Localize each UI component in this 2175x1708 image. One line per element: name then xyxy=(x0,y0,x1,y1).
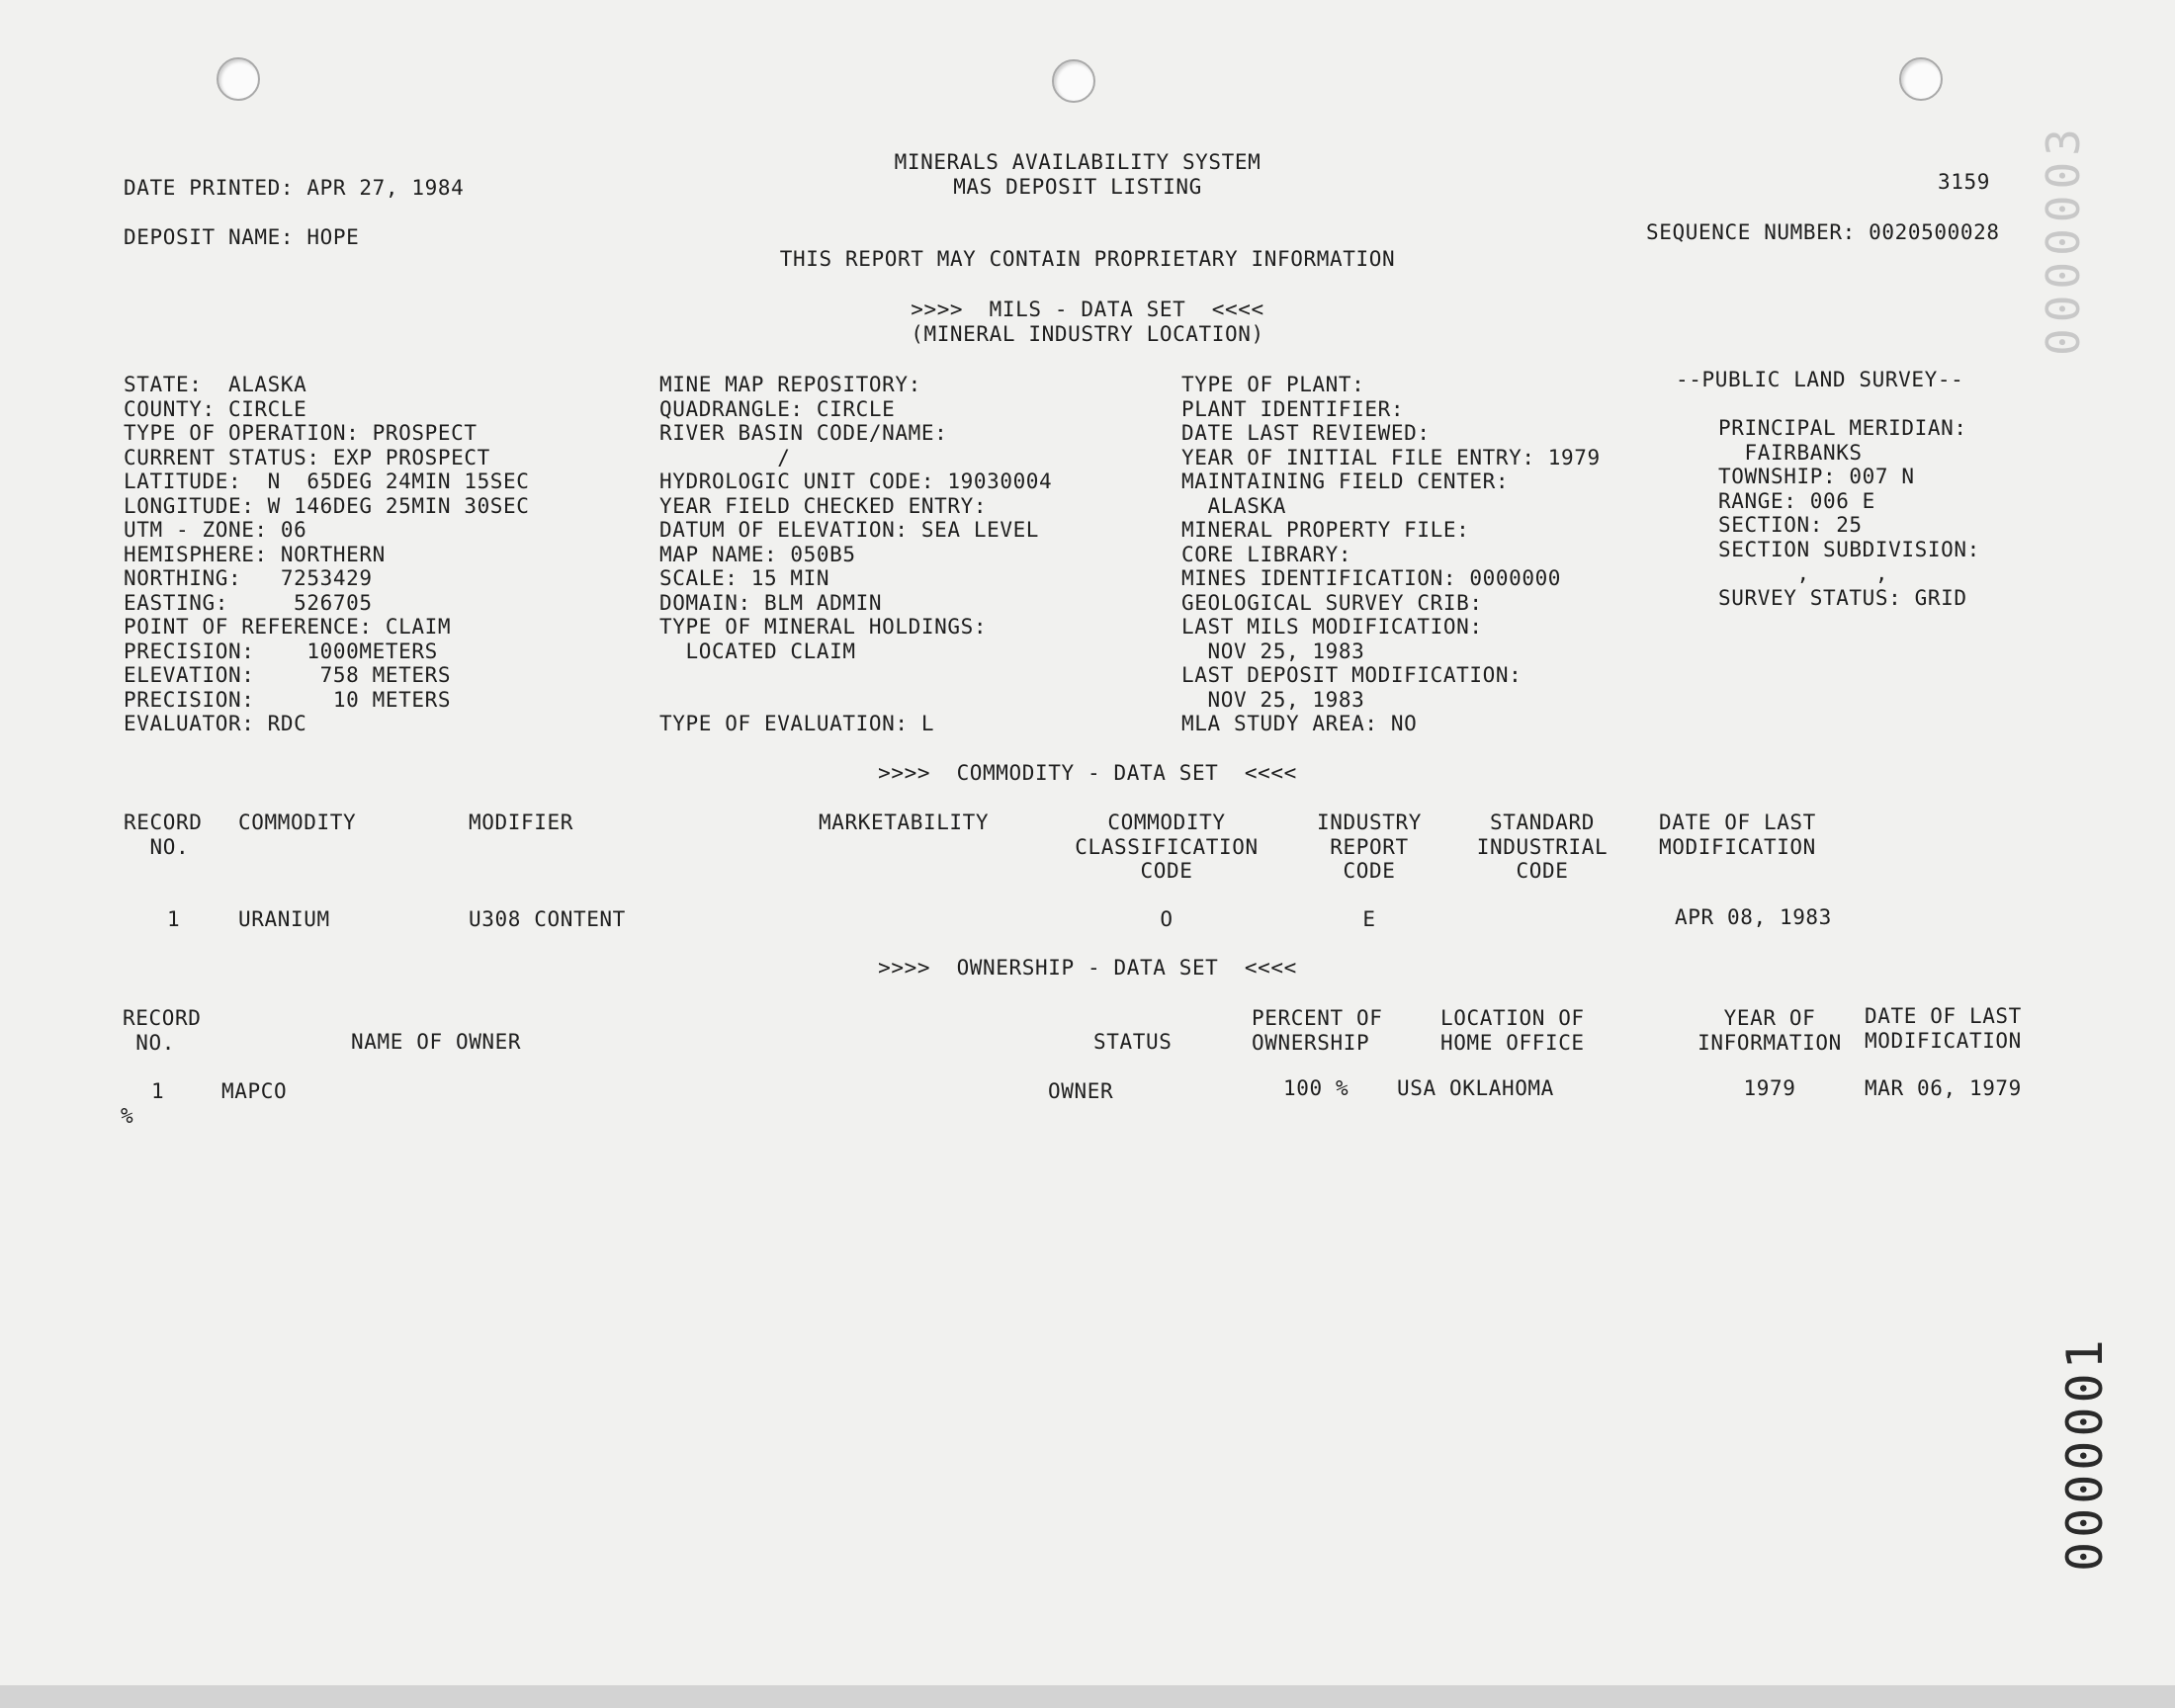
field-line: RANGE: 006 E xyxy=(1718,488,1875,513)
section-heading: --PUBLIC LAND SURVEY-- xyxy=(1676,368,1964,391)
faint-page-stamp: 0000003 xyxy=(2037,123,2090,356)
field-line: HYDROLOGIC UNIT CODE: 19030004 xyxy=(659,470,1053,493)
industry-code: E xyxy=(1362,907,1376,931)
column-header: YEAR OF INFORMATION xyxy=(1697,1006,1842,1055)
field-line: TYPE OF MINERAL HOLDINGS: xyxy=(659,615,988,639)
listing-title: MAS DEPOSIT LISTING xyxy=(953,175,1202,199)
field-line: MAINTAINING FIELD CENTER: xyxy=(1181,470,1510,493)
record-number: 1 xyxy=(151,1079,165,1103)
ownership-title: >>>> OWNERSHIP - DATA SET <<<< xyxy=(878,956,1297,980)
sequence-number: SEQUENCE NUMBER: 0020500028 xyxy=(1646,220,2000,244)
field-line: YEAR FIELD CHECKED ENTRY: xyxy=(659,493,988,518)
column-header: DATE OF LAST MODIFICATION xyxy=(1659,811,1816,859)
field-line: MINES IDENTIFICATION: 0000000 xyxy=(1181,566,1562,590)
column-header: RECORD NO. xyxy=(124,811,203,859)
commodity-name: URANIUM xyxy=(238,907,330,931)
modification-date: MAR 06, 1979 xyxy=(1865,1076,2022,1100)
modifier: U308 CONTENT xyxy=(469,907,626,931)
field-line: ALASKA xyxy=(1181,493,1286,518)
field-line: CURRENT STATUS: EXP PROSPECT xyxy=(124,445,490,470)
field-line: RIVER BASIN CODE/NAME: xyxy=(659,421,948,445)
field-line: MINE MAP REPOSITORY: xyxy=(659,373,921,396)
owner-name: MAPCO xyxy=(221,1079,288,1103)
field-line: DATUM OF ELEVATION: SEA LEVEL xyxy=(659,518,1040,542)
page-number: 3159 xyxy=(1938,170,1990,194)
field-line: LAST MILS MODIFICATION: xyxy=(1181,615,1483,639)
scan-bottom-edge xyxy=(0,1685,2175,1708)
commodity-title: >>>> COMMODITY - DATA SET <<<< xyxy=(878,761,1297,785)
field-line: TYPE OF PLANT: xyxy=(1181,373,1365,396)
field-line: STATE: ALASKA xyxy=(124,373,307,396)
field-line: TYPE OF EVALUATION: L xyxy=(659,712,935,735)
field-line: TYPE OF OPERATION: PROSPECT xyxy=(124,421,478,445)
column-header: RECORD NO. xyxy=(123,1006,202,1055)
field-line: LOCATED CLAIM xyxy=(659,639,856,663)
field-line: FAIRBANKS xyxy=(1718,440,1863,465)
modification-date: APR 08, 1983 xyxy=(1675,905,1832,929)
field-line: SECTION SUBDIVISION: xyxy=(1718,537,1980,561)
classification-code: O xyxy=(1160,907,1174,931)
column-header: STANDARD INDUSTRIAL CODE xyxy=(1476,811,1609,883)
column-header: COMMODITY CLASSIFICATION CODE xyxy=(1075,811,1259,883)
field-line: MINERAL PROPERTY FILE: xyxy=(1181,518,1470,542)
information-year: 1979 xyxy=(1743,1076,1796,1100)
field-line: DOMAIN: BLM ADMIN xyxy=(659,590,883,615)
field-line: NOV 25, 1983 xyxy=(1181,639,1365,663)
proprietary-notice: THIS REPORT MAY CONTAIN PROPRIETARY INFORMATION xyxy=(779,247,1396,271)
column-header: COMMODITY xyxy=(238,811,357,834)
punch-hole-center xyxy=(1052,59,1095,103)
field-line: UTM - ZONE: 06 xyxy=(124,518,307,542)
field-line: EASTING: 526705 xyxy=(124,590,373,615)
ownership-percent: 100 % xyxy=(1283,1076,1349,1100)
field-line: PRINCIPAL MERIDIAN: xyxy=(1718,416,1967,440)
record-number: 1 xyxy=(167,907,181,931)
field-line: PLANT IDENTIFIER: xyxy=(1181,396,1405,421)
field-line: TOWNSHIP: 007 N xyxy=(1718,465,1915,488)
column-header: INDUSTRY REPORT CODE xyxy=(1317,811,1422,883)
field-line: NOV 25, 1983 xyxy=(1181,687,1365,712)
field-line: EVALUATOR: RDC xyxy=(124,712,307,735)
field-line: , , xyxy=(1718,561,1889,585)
field-line: MAP NAME: 050B5 xyxy=(659,542,856,566)
owner-status: OWNER xyxy=(1048,1079,1114,1103)
column-header: MARKETABILITY xyxy=(819,811,990,834)
field-line: LONGITUDE: W 146DEG 25MIN 30SEC xyxy=(124,493,530,518)
field-line: COUNTY: CIRCLE xyxy=(124,396,307,421)
field-line: PRECISION: 10 METERS xyxy=(124,687,452,712)
date-printed: DATE PRINTED: APR 27, 1984 xyxy=(124,176,465,200)
field-line: QUADRANGLE: CIRCLE xyxy=(659,396,896,421)
field-line: GEOLOGICAL SURVEY CRIB: xyxy=(1181,590,1483,615)
home-office-location: USA OKLAHOMA xyxy=(1397,1076,1554,1100)
field-line: LAST DEPOSIT MODIFICATION: xyxy=(1181,663,1522,687)
field-line: / xyxy=(659,445,791,470)
system-title: MINERALS AVAILABILITY SYSTEM xyxy=(894,150,1262,174)
mils-subtitle: (MINERAL INDUSTRY LOCATION) xyxy=(911,322,1264,346)
column-header: DATE OF LAST MODIFICATION xyxy=(1865,1004,2022,1053)
column-header: NAME OF OWNER xyxy=(351,1030,522,1054)
field-line: DATE LAST REVIEWED: xyxy=(1181,421,1431,445)
field-line: POINT OF REFERENCE: CLAIM xyxy=(124,615,452,639)
field-line: CORE LIBRARY: xyxy=(1181,542,1352,566)
page-number-stamp: 0000001 xyxy=(2056,1335,2114,1572)
field-line: SCALE: 15 MIN xyxy=(659,566,830,590)
deposit-name: DEPOSIT NAME: HOPE xyxy=(124,225,360,249)
column-header: LOCATION OF HOME OFFICE xyxy=(1440,1006,1585,1055)
field-line: SECTION: 25 xyxy=(1718,513,1863,537)
field-line: PRECISION: 1000METERS xyxy=(124,639,438,663)
punch-hole-left xyxy=(217,57,260,101)
column-header: PERCENT OF OWNERSHIP xyxy=(1252,1006,1383,1055)
mils-title: >>>> MILS - DATA SET <<<< xyxy=(911,298,1264,321)
column-header: STATUS xyxy=(1093,1030,1173,1054)
punch-hole-right xyxy=(1899,57,1943,101)
field-line: MLA STUDY AREA: NO xyxy=(1181,712,1418,735)
field-line: NORTHING: 7253429 xyxy=(124,566,373,590)
field-line: SURVEY STATUS: GRID xyxy=(1718,585,1967,610)
column-header: MODIFIER xyxy=(469,811,573,834)
field-line: LATITUDE: N 65DEG 24MIN 15SEC xyxy=(124,470,530,493)
field-line: HEMISPHERE: NORTHERN xyxy=(124,542,386,566)
field-line: ELEVATION: 758 METERS xyxy=(124,663,452,687)
field-line: YEAR OF INITIAL FILE ENTRY: 1979 xyxy=(1181,445,1601,470)
end-of-record-mark: % xyxy=(121,1104,134,1128)
